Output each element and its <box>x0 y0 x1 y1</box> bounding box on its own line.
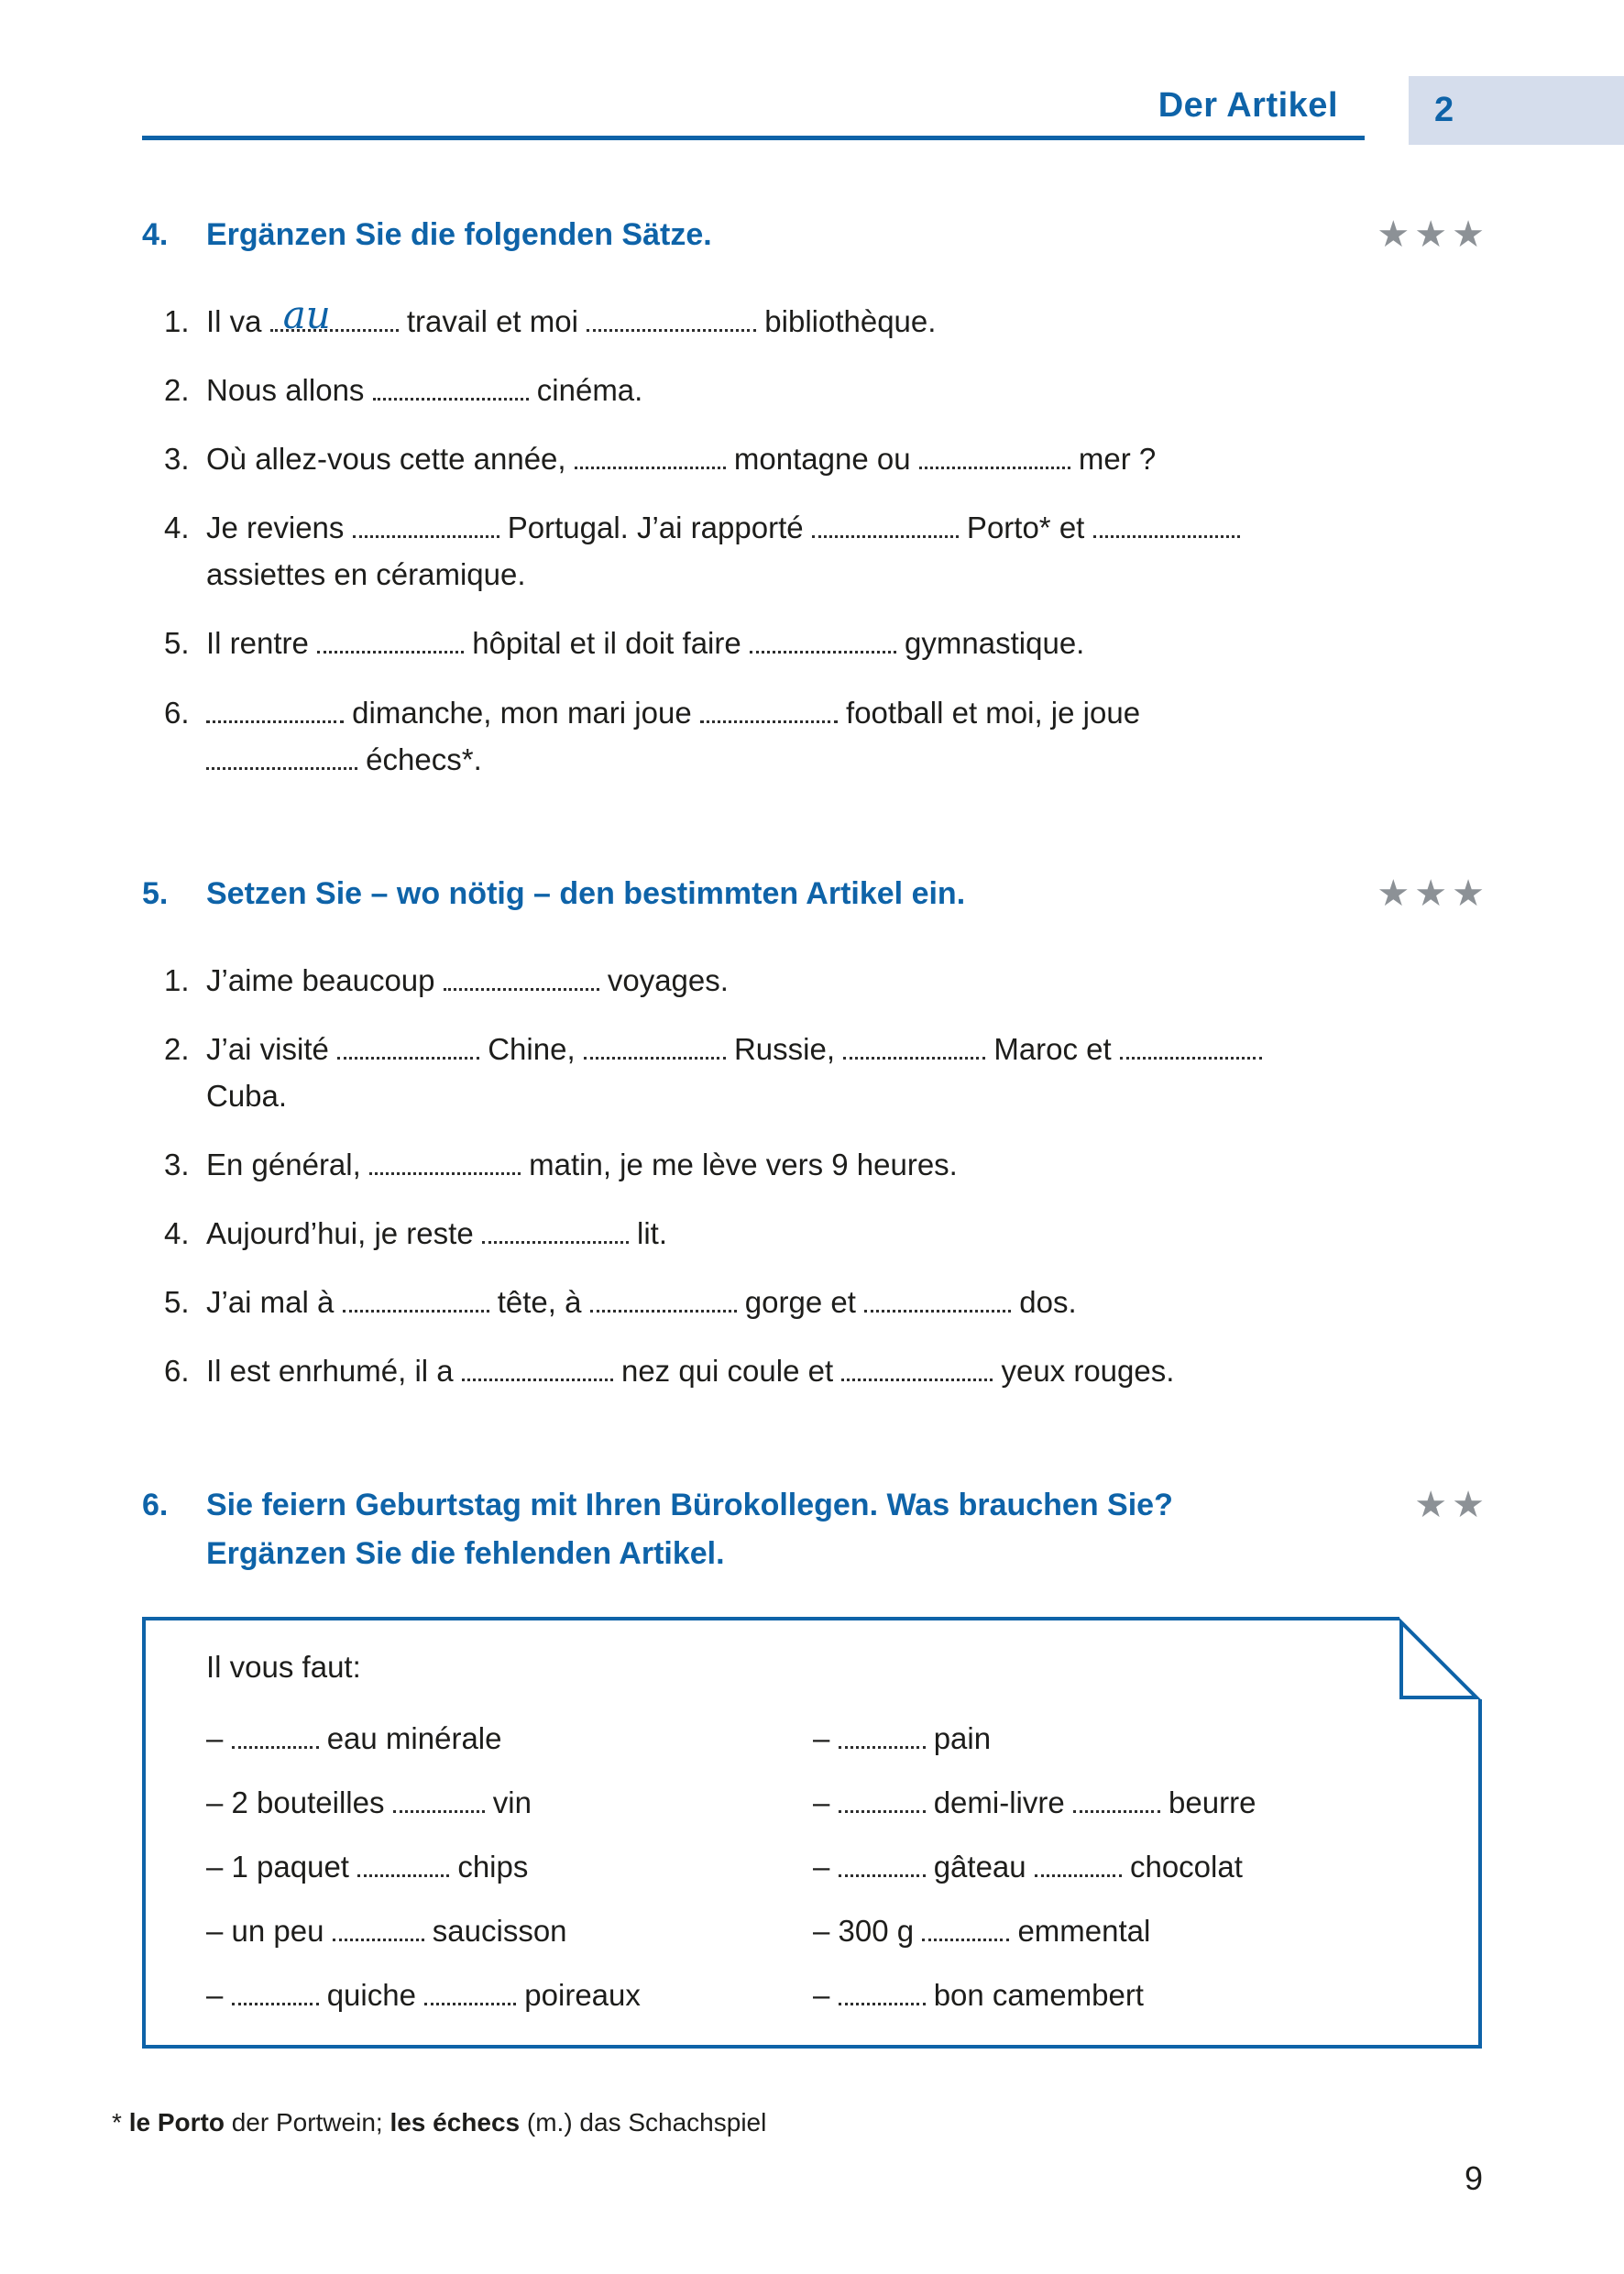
exercise-title-line: Ergänzen Sie die folgenden Sätze. <box>206 217 712 252</box>
text-segment: Il est enrhumé, il a <box>206 1354 462 1389</box>
page-title: Der Artikel <box>1158 86 1338 125</box>
item-number: 3. <box>164 1147 190 1181</box>
text-segment: chips <box>449 1850 529 1884</box>
chapter-badge <box>1409 76 1624 145</box>
blank-line <box>357 1848 449 1877</box>
text-segment: J’ai visité <box>206 1031 338 1066</box>
text-segment: assiettes en céramique. <box>206 557 526 592</box>
note-box-columns <box>206 1717 1442 2016</box>
text-segment: pain <box>925 1721 992 1756</box>
text-segment: saucisson <box>423 1913 567 1948</box>
text-segment: gorge et <box>736 1285 865 1320</box>
note-box-intro: Il vous faut: <box>206 1649 361 1684</box>
blank-line <box>206 741 357 770</box>
item-number: 5. <box>164 626 190 661</box>
list-item <box>142 1210 1489 1257</box>
text-segment: (m.) das Schachspiel <box>520 2108 767 2137</box>
blank-line <box>575 440 726 469</box>
text-segment: Il va <box>206 303 270 338</box>
text-segment: Porto* et <box>958 511 1093 545</box>
blank-line <box>839 1976 926 2005</box>
blank-line <box>864 1283 1011 1313</box>
folded-corner-icon <box>1399 1617 1482 1699</box>
blank-line <box>919 440 1070 469</box>
list-item <box>206 1909 813 1953</box>
text-segment: eau minérale <box>318 1721 502 1756</box>
blank-line <box>587 302 756 332</box>
blank-line <box>839 1848 926 1877</box>
list-item <box>206 1973 813 2017</box>
star-rating: ★★★ <box>1377 873 1489 914</box>
text-segment: – 1 paquet <box>206 1850 358 1884</box>
exercise-number: 6. <box>142 1488 169 1523</box>
exercise <box>142 1481 1489 2048</box>
item-text <box>206 620 1489 666</box>
blank-line <box>333 1912 424 1941</box>
blank-line <box>232 1719 319 1749</box>
text-segment: échecs*. <box>357 742 482 776</box>
list-item <box>813 1781 1442 1825</box>
text-segment: gâteau <box>925 1850 1035 1884</box>
exercise-header <box>142 870 1489 918</box>
item-text <box>206 367 1489 413</box>
blank-line <box>353 509 499 538</box>
exercise-number: 4. <box>142 217 169 252</box>
item-number: 2. <box>164 1031 190 1066</box>
star-rating: ★★ <box>1414 1485 1489 1526</box>
list-item <box>142 620 1489 666</box>
text-segment: Chine, <box>479 1031 584 1066</box>
list-item <box>206 1717 813 1761</box>
text-segment: montagne ou <box>725 441 919 476</box>
text-segment: * <box>112 2108 129 2137</box>
text-segment: le Porto <box>128 2108 225 2137</box>
header-rule <box>142 136 1365 140</box>
text-segment: quiche <box>318 1977 425 2012</box>
item-number: 2. <box>164 372 190 407</box>
blank-line <box>444 961 599 990</box>
text-segment: J’ai mal à <box>206 1285 343 1320</box>
blank-line <box>482 1214 629 1244</box>
blank-line <box>750 624 896 654</box>
exercise <box>142 211 1489 783</box>
text-segment: tête, à <box>488 1285 590 1320</box>
blank-line <box>922 1912 1009 1941</box>
exercise-title <box>206 870 965 918</box>
exercises <box>142 211 1489 2136</box>
page-number: 9 <box>1465 2159 1484 2197</box>
blank-line <box>424 1976 516 2005</box>
blank-line <box>462 1352 613 1381</box>
blank-line <box>393 1784 485 1813</box>
text-segment: voyages. <box>598 962 729 997</box>
exercise-header <box>142 211 1489 259</box>
item-text <box>206 1347 1489 1394</box>
item-text <box>206 1026 1489 1119</box>
item-number: 3. <box>164 441 190 476</box>
text-segment: – <box>813 1850 839 1884</box>
item-list <box>142 957 1489 1395</box>
text-segment: – <box>813 1721 839 1756</box>
blank-line <box>584 1030 726 1060</box>
list-item <box>142 291 1489 345</box>
text-segment: lit. <box>628 1216 668 1251</box>
list-item <box>206 1781 813 1825</box>
text-segment: beurre <box>1159 1785 1256 1820</box>
blank-line <box>343 1283 489 1313</box>
text-segment: mer ? <box>1070 441 1157 476</box>
footnote <box>112 2104 766 2140</box>
handwritten-answer: au <box>282 291 331 337</box>
text-segment: travail et moi <box>398 303 587 338</box>
text-segment: – <box>813 1785 839 1820</box>
note-box <box>142 1617 1482 2049</box>
blank-line <box>841 1352 993 1381</box>
exercise-title-line: Ergänzen Sie die fehlenden Artikel. <box>206 1536 725 1572</box>
text-segment: Maroc et <box>985 1031 1120 1066</box>
blank-line <box>1120 1030 1262 1060</box>
text-segment: les échecs <box>390 2108 521 2137</box>
blank-line <box>812 509 959 538</box>
text-segment: – un peu <box>206 1913 333 1948</box>
blank-line <box>373 371 529 401</box>
text-segment: Aujourd’hui, je reste <box>206 1216 482 1251</box>
text-segment: J’aime beaucoup <box>206 962 444 997</box>
text-segment: Portugal. J’ai rapporté <box>499 511 812 545</box>
item-text <box>206 1141 1489 1188</box>
list-item <box>142 504 1489 598</box>
text-segment: Où allez-vous cette année, <box>206 441 575 476</box>
list-item <box>206 1845 813 1889</box>
text-segment: gymnastique. <box>895 626 1085 661</box>
text-segment: Je reviens <box>206 511 353 545</box>
item-number: 6. <box>164 695 190 730</box>
exercise-number: 5. <box>142 875 169 911</box>
list-item <box>142 689 1489 783</box>
text-segment: matin, je me lève vers 9 heures. <box>520 1147 958 1181</box>
star-rating: ★★★ <box>1377 214 1489 255</box>
text-segment: bon camembert <box>925 1977 1144 2012</box>
text-segment: – 2 bouteilles <box>206 1785 393 1820</box>
blank-line <box>1093 509 1240 538</box>
list-item <box>142 1279 1489 1325</box>
text-segment: vin <box>484 1785 532 1820</box>
item-number: 4. <box>164 1216 190 1251</box>
exercise-title-line: Setzen Sie – wo nötig – den bestimmten Artikel ein. <box>206 875 966 911</box>
text-segment: bibliothèque. <box>756 303 937 338</box>
item-number: 1. <box>164 962 190 997</box>
text-segment: poireaux <box>516 1977 641 2012</box>
text-segment: – <box>813 1977 839 2012</box>
item-list <box>142 291 1489 783</box>
text-segment: yeux rouges. <box>993 1354 1175 1389</box>
blank-line <box>232 1976 319 2005</box>
text-segment: hôpital et il doit faire <box>464 626 750 661</box>
text-segment: emmental <box>1009 1913 1151 1948</box>
item-number: 5. <box>164 1285 190 1320</box>
text-segment: demi-livre <box>925 1785 1073 1820</box>
text-segment: – 300 g <box>813 1913 923 1948</box>
item-text <box>206 1210 1489 1257</box>
list-item <box>142 1347 1489 1394</box>
blank-line <box>843 1030 985 1060</box>
text-segment: chocolat <box>1121 1850 1243 1884</box>
blank-line <box>839 1784 926 1813</box>
exercise-header <box>142 1481 1489 1577</box>
item-text <box>206 435 1489 482</box>
text-segment: dos. <box>1011 1285 1077 1320</box>
note-box-left-column <box>206 1717 813 2016</box>
text-segment: football et moi, je joue <box>837 695 1141 730</box>
item-number: 6. <box>164 1354 190 1389</box>
list-item <box>142 1141 1489 1188</box>
blank-line <box>206 694 344 723</box>
blank-line <box>590 1283 737 1313</box>
exercise-title <box>206 1481 1173 1577</box>
exercise-title-line: Sie feiern Geburtstag mit Ihren Bürokollegen. Was brauchen Sie? <box>206 1488 1173 1523</box>
blank-line <box>1073 1784 1160 1813</box>
text-segment: – <box>206 1721 232 1756</box>
text-segment: Nous allons <box>206 372 373 407</box>
item-text <box>206 291 1489 345</box>
text-segment: Russie, <box>725 1031 844 1066</box>
item-number: 1. <box>164 303 190 338</box>
blank-line <box>270 291 399 337</box>
list-item <box>813 1845 1442 1889</box>
item-text <box>206 504 1489 598</box>
item-text <box>206 689 1489 783</box>
list-item <box>142 367 1489 413</box>
blank-line <box>369 1146 521 1175</box>
text-segment: En général, <box>206 1147 369 1181</box>
text-segment: Il rentre <box>206 626 318 661</box>
text-segment: cinéma. <box>528 372 643 407</box>
list-item <box>142 957 1489 1004</box>
exercise-title <box>206 211 712 259</box>
blank-line <box>1035 1848 1122 1877</box>
text-segment: – <box>206 1977 232 2012</box>
list-item <box>142 435 1489 482</box>
chapter-number: 2 <box>1434 91 1454 129</box>
text-segment: Cuba. <box>206 1078 288 1113</box>
blank-line <box>317 624 464 654</box>
list-item <box>813 1973 1442 2017</box>
item-text <box>206 957 1489 1004</box>
blank-line <box>700 694 838 723</box>
text-segment: dimanche, mon mari joue <box>344 695 700 730</box>
text-segment: der Portwein; <box>224 2108 390 2137</box>
blank-line <box>337 1030 479 1060</box>
exercise <box>142 870 1489 1395</box>
text-segment: nez qui coule et <box>612 1354 842 1389</box>
blank-line <box>839 1719 926 1749</box>
item-number: 4. <box>164 511 190 545</box>
list-item <box>813 1909 1442 1953</box>
list-item <box>813 1717 1442 1761</box>
item-text <box>206 1279 1489 1325</box>
note-box-right-column <box>813 1717 1442 2016</box>
list-item <box>142 1026 1489 1119</box>
